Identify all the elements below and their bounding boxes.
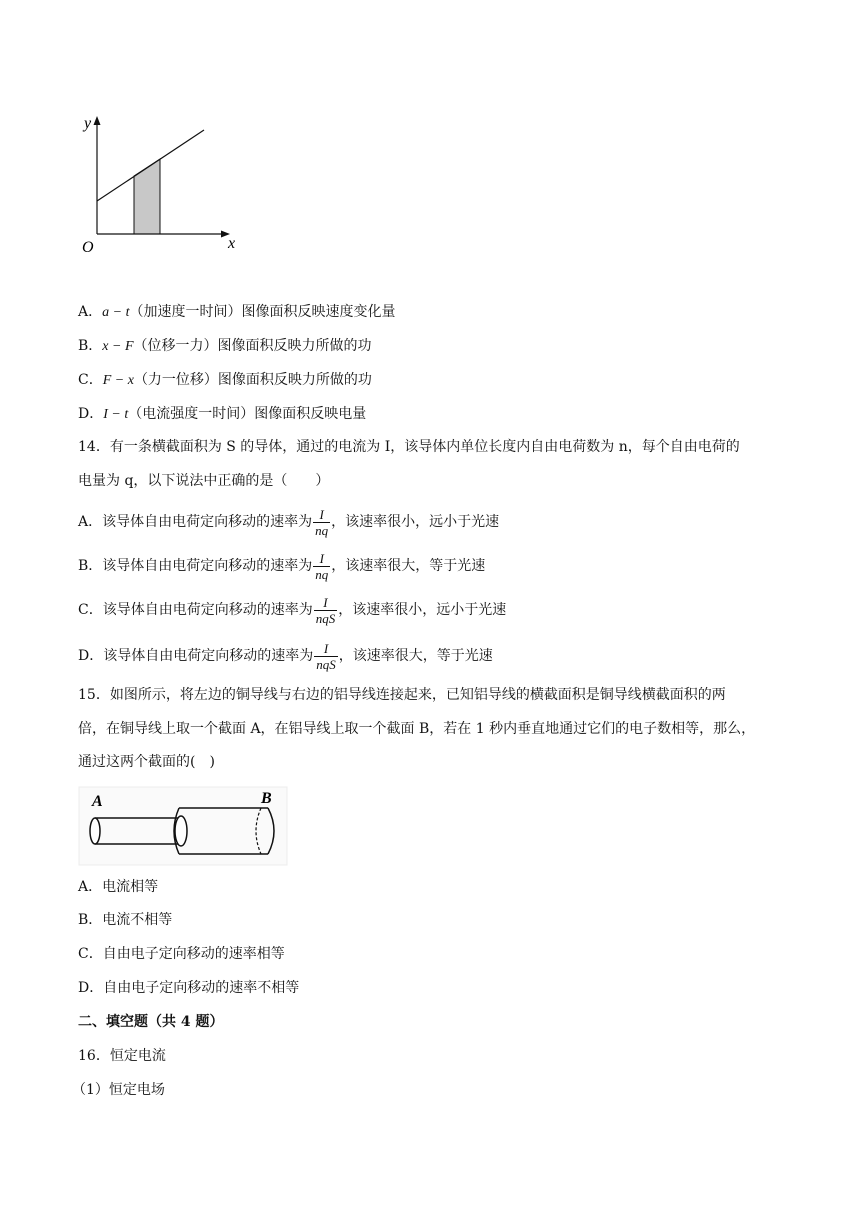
option-text: 该导体自由电荷定向移动的速率为 xyxy=(102,602,313,618)
option-expression: I − t xyxy=(103,407,129,422)
q14-option-b xyxy=(78,548,485,584)
fraction-numerator: I xyxy=(319,506,324,522)
section-a-ellipse xyxy=(90,818,100,844)
q14-stem-line1: 14．有一条横截面积为 S 的导体，通过的电流为 I，该导体内单位长度内自由电荷数为 n，每个自由电荷的 xyxy=(78,439,740,455)
option-label: D． xyxy=(78,980,104,996)
joint-ellipse xyxy=(175,816,187,846)
q13-option-c xyxy=(78,370,372,391)
option-text: 该导体自由电荷定向移动的速率为 xyxy=(102,558,313,574)
fraction-denominator: nq xyxy=(315,566,329,582)
q16-title: 16．恒定电流 xyxy=(78,1048,166,1064)
speed-fraction xyxy=(313,551,330,582)
option-label: B． xyxy=(78,558,103,574)
q13-option-b xyxy=(78,336,372,357)
area-graph-figure xyxy=(78,112,258,257)
q15-option-d xyxy=(78,978,299,998)
fraction-numerator: I xyxy=(323,640,329,656)
q14-option-c xyxy=(78,592,506,628)
option-expression: a − t xyxy=(102,305,130,320)
q14-option-a xyxy=(78,504,499,540)
speed-fraction xyxy=(313,507,330,538)
option-label: A． xyxy=(78,879,103,895)
option-label: D． xyxy=(78,406,104,422)
x-axis-label: x xyxy=(228,235,236,252)
fraction-denominator: nq xyxy=(315,522,329,538)
option-text: 电流相等 xyxy=(102,879,159,895)
shaded-area xyxy=(134,159,160,234)
option-text: （力一位移）图像面积反映力所做的功 xyxy=(133,372,372,388)
option-label: D． xyxy=(78,648,104,664)
q13-option-d xyxy=(78,404,366,425)
q15-stem-line3: 通过这两个截面的( ) xyxy=(78,754,215,770)
option-label: C． xyxy=(78,372,103,388)
speed-fraction xyxy=(314,595,338,626)
option-text: 电流不相等 xyxy=(102,912,173,928)
fraction-numerator: I xyxy=(323,594,328,610)
option-text: 自由电子定向移动的速率相等 xyxy=(102,946,285,962)
q15-stem-line2: 倍，在铜导线上取一个截面 A，在铝导线上取一个截面 B，若在 1 秒内垂直地通过它们的电子数相等，那么， xyxy=(78,721,756,737)
label-a: A xyxy=(92,793,103,810)
fraction-denominator: nqS xyxy=(315,610,336,626)
label-b: B xyxy=(261,790,272,807)
option-text: 该导体自由电荷定向移动的速率为 xyxy=(102,514,313,530)
q16-subtitle-1: （1）恒定电场 xyxy=(72,1082,165,1098)
option-label: C． xyxy=(78,602,103,618)
fraction-denominator: nqS xyxy=(316,656,336,672)
option-text: ，该速率很大，等于光速 xyxy=(338,648,493,664)
fraction-numerator: I xyxy=(319,550,324,566)
q14-stem-line2: 电量为 q，以下说法中正确的是（ ） xyxy=(78,473,330,489)
option-text: ，该速率很小，远小于光速 xyxy=(331,514,500,530)
option-text: （电流强度一时间）图像面积反映电量 xyxy=(128,406,367,422)
option-text: 该导体自由电荷定向移动的速率为 xyxy=(103,648,314,664)
q15-option-a xyxy=(78,877,158,897)
y-axis-label: y xyxy=(84,115,92,132)
q15-stem-line1: 15．如图所示，将左边的铜导线与右边的铝导线连接起来，已知铝导线的横截面积是铜导线横截面积的两 xyxy=(78,687,726,703)
option-text: ，该速率很小，远小于光速 xyxy=(338,602,507,618)
speed-fraction xyxy=(314,641,338,672)
q15-option-c xyxy=(78,944,285,964)
origin-label: O xyxy=(82,239,94,256)
y-axis-arrow xyxy=(94,116,101,125)
option-expression: F − x xyxy=(102,373,134,388)
q15-option-b xyxy=(78,910,172,930)
option-text: （位移一力）图像面积反映力所做的功 xyxy=(133,338,372,354)
option-label: A． xyxy=(78,304,103,320)
option-text: ，该速率很大，等于光速 xyxy=(331,558,486,574)
option-expression: x − F xyxy=(102,339,134,354)
option-text: （加速度一时间）图像面积反映速度变化量 xyxy=(129,304,396,320)
wire-figure xyxy=(78,786,288,866)
section-title: 二、填空题（共 4 题） xyxy=(78,1014,224,1030)
option-label: B． xyxy=(78,338,103,354)
q14-option-d xyxy=(78,638,493,674)
option-text: 自由电子定向移动的速率不相等 xyxy=(103,980,300,996)
option-label: B． xyxy=(78,912,103,928)
option-label: C． xyxy=(78,946,103,962)
option-label: A． xyxy=(78,514,103,530)
q13-option-a xyxy=(78,302,395,323)
